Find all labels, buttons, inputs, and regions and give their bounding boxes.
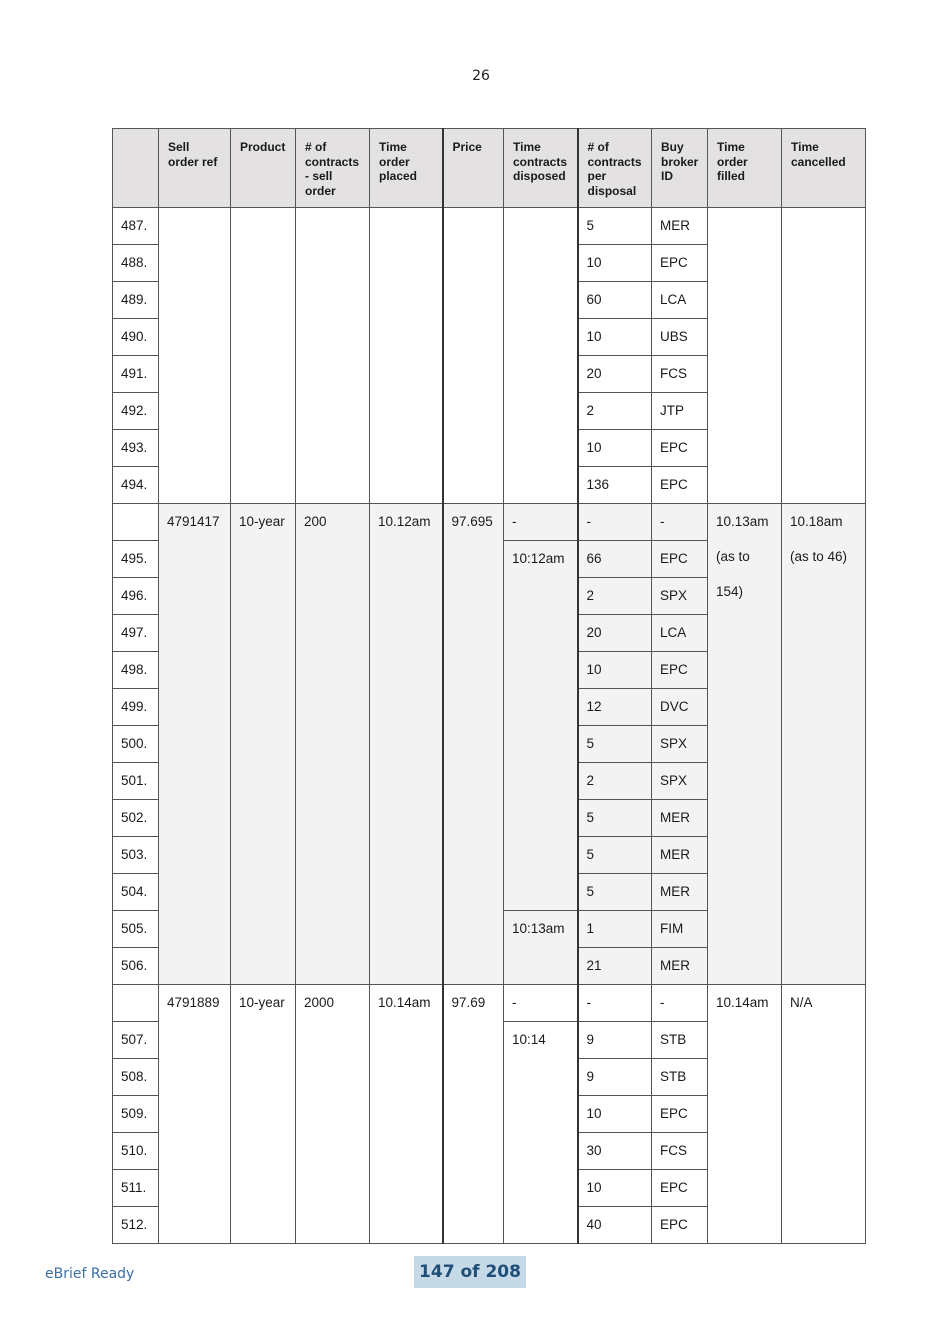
qty-cell: 136 (578, 467, 652, 504)
header-contracts-sell-order: # of contracts - sell order (296, 129, 370, 208)
qty-cell: 9 (578, 1059, 652, 1096)
broker-cell: EPC (652, 1170, 708, 1207)
row-number: 493. (113, 430, 159, 467)
broker-cell: EPC (652, 245, 708, 282)
header-time-contracts-disposed: Time contracts disposed (504, 129, 578, 208)
qty-cell: 9 (578, 1022, 652, 1059)
broker-cell: FIM (652, 911, 708, 948)
row-number: 488. (113, 245, 159, 282)
product-cell (231, 208, 296, 504)
time-placed-cell (370, 208, 443, 504)
qty-cell: 10 (578, 245, 652, 282)
broker-cell: EPC (652, 430, 708, 467)
row-number: 489. (113, 282, 159, 319)
time-filled-cell: 10.14am (708, 985, 782, 1244)
row-number: 487. (113, 208, 159, 245)
contracts-cell (296, 208, 370, 504)
time-disposed-cell (504, 208, 578, 504)
time-filled-cell: 10.13am (as to 154) (708, 504, 782, 985)
qty-cell: 5 (578, 800, 652, 837)
time-cancelled-cell: N/A (782, 985, 866, 1244)
time-cancelled-cell: 10.18am (as to 46) (782, 504, 866, 985)
qty-cell: - (578, 985, 652, 1022)
row-number (113, 504, 159, 541)
broker-cell: JTP (652, 393, 708, 430)
header-price: Price (443, 129, 504, 208)
page-counter: 147 of 208 (414, 1256, 526, 1288)
broker-cell: EPC (652, 1207, 708, 1244)
qty-cell: 60 (578, 282, 652, 319)
broker-cell: - (652, 504, 708, 541)
qty-cell: 40 (578, 1207, 652, 1244)
header-sell-order-ref: Sell order ref (159, 129, 231, 208)
time-disposed-cell: - (504, 504, 578, 541)
broker-cell: STB (652, 1059, 708, 1096)
trades-table (112, 128, 866, 1244)
header-buy-broker-id: Buy broker ID (652, 129, 708, 208)
broker-cell: MER (652, 208, 708, 245)
row-number: 494. (113, 467, 159, 504)
row-number: 498. (113, 652, 159, 689)
qty-cell: 10 (578, 1096, 652, 1133)
row-number: 492. (113, 393, 159, 430)
broker-cell: FCS (652, 356, 708, 393)
row-number: 490. (113, 319, 159, 356)
sell-order-ref-cell: 4791417 (159, 504, 231, 985)
row-number: 503. (113, 837, 159, 874)
qty-cell: 30 (578, 1133, 652, 1170)
table-row (113, 208, 866, 245)
qty-cell: 10 (578, 1170, 652, 1207)
broker-cell: EPC (652, 467, 708, 504)
qty-cell: 10 (578, 430, 652, 467)
row-number: 499. (113, 689, 159, 726)
sell-order-ref-cell (159, 208, 231, 504)
qty-cell: 2 (578, 578, 652, 615)
broker-cell: EPC (652, 541, 708, 578)
header-row (113, 129, 866, 208)
time-cancelled-cell (782, 208, 866, 504)
qty-cell: 5 (578, 837, 652, 874)
ebrief-ready-label: eBrief Ready (45, 1266, 135, 1282)
price-cell (443, 208, 504, 504)
qty-cell: 5 (578, 726, 652, 763)
price-cell: 97.69 (443, 985, 504, 1244)
row-number: 507. (113, 1022, 159, 1059)
qty-cell: 5 (578, 208, 652, 245)
header-contracts-per-disposal: # of contracts per disposal (578, 129, 652, 208)
row-number: 491. (113, 356, 159, 393)
broker-cell: - (652, 985, 708, 1022)
qty-cell: - (578, 504, 652, 541)
row-number: 511. (113, 1170, 159, 1207)
row-number: 500. (113, 726, 159, 763)
row-number (113, 985, 159, 1022)
broker-cell: MER (652, 948, 708, 985)
qty-cell: 66 (578, 541, 652, 578)
time-disposed-cell: 10:12am (504, 541, 578, 911)
broker-cell: EPC (652, 1096, 708, 1133)
qty-cell: 20 (578, 615, 652, 652)
row-number: 497. (113, 615, 159, 652)
header-time-order-filled: Time order filled (708, 129, 782, 208)
broker-cell: MER (652, 800, 708, 837)
broker-cell: MER (652, 837, 708, 874)
broker-cell: LCA (652, 282, 708, 319)
qty-cell: 20 (578, 356, 652, 393)
row-number: 512. (113, 1207, 159, 1244)
qty-cell: 12 (578, 689, 652, 726)
order-row (113, 985, 866, 1022)
row-number: 501. (113, 763, 159, 800)
time-filled-cell (708, 208, 782, 504)
time-placed-cell: 10.14am (370, 985, 443, 1244)
broker-cell: STB (652, 1022, 708, 1059)
broker-cell: DVC (652, 689, 708, 726)
row-number: 505. (113, 911, 159, 948)
qty-cell: 2 (578, 763, 652, 800)
qty-cell: 10 (578, 319, 652, 356)
header-time-cancelled: Time cancelled (782, 129, 866, 208)
broker-cell: UBS (652, 319, 708, 356)
price-cell: 97.695 (443, 504, 504, 985)
row-number: 506. (113, 948, 159, 985)
product-cell: 10-year (231, 985, 296, 1244)
time-disposed-cell: 10:13am (504, 911, 578, 985)
broker-cell: SPX (652, 578, 708, 615)
row-number: 508. (113, 1059, 159, 1096)
qty-cell: 1 (578, 911, 652, 948)
broker-cell: SPX (652, 726, 708, 763)
broker-cell: MER (652, 874, 708, 911)
row-number: 502. (113, 800, 159, 837)
time-disposed-cell: 10:14 (504, 1022, 578, 1244)
broker-cell: FCS (652, 1133, 708, 1170)
contracts-cell: 200 (296, 504, 370, 985)
row-number: 496. (113, 578, 159, 615)
header-product: Product (231, 129, 296, 208)
qty-cell: 21 (578, 948, 652, 985)
row-number: 495. (113, 541, 159, 578)
row-number: 509. (113, 1096, 159, 1133)
qty-cell: 2 (578, 393, 652, 430)
time-disposed-cell: - (504, 985, 578, 1022)
qty-cell: 5 (578, 874, 652, 911)
order-row (113, 504, 866, 541)
row-number: 510. (113, 1133, 159, 1170)
sell-order-ref-cell: 4791889 (159, 985, 231, 1244)
page-number: 26 (472, 68, 490, 84)
time-placed-cell: 10.12am (370, 504, 443, 985)
broker-cell: EPC (652, 652, 708, 689)
product-cell: 10-year (231, 504, 296, 985)
row-number: 504. (113, 874, 159, 911)
header-time-order-placed: Time order placed (370, 129, 443, 208)
header-blank (113, 129, 159, 208)
contracts-cell: 2000 (296, 985, 370, 1244)
broker-cell: SPX (652, 763, 708, 800)
qty-cell: 10 (578, 652, 652, 689)
broker-cell: LCA (652, 615, 708, 652)
